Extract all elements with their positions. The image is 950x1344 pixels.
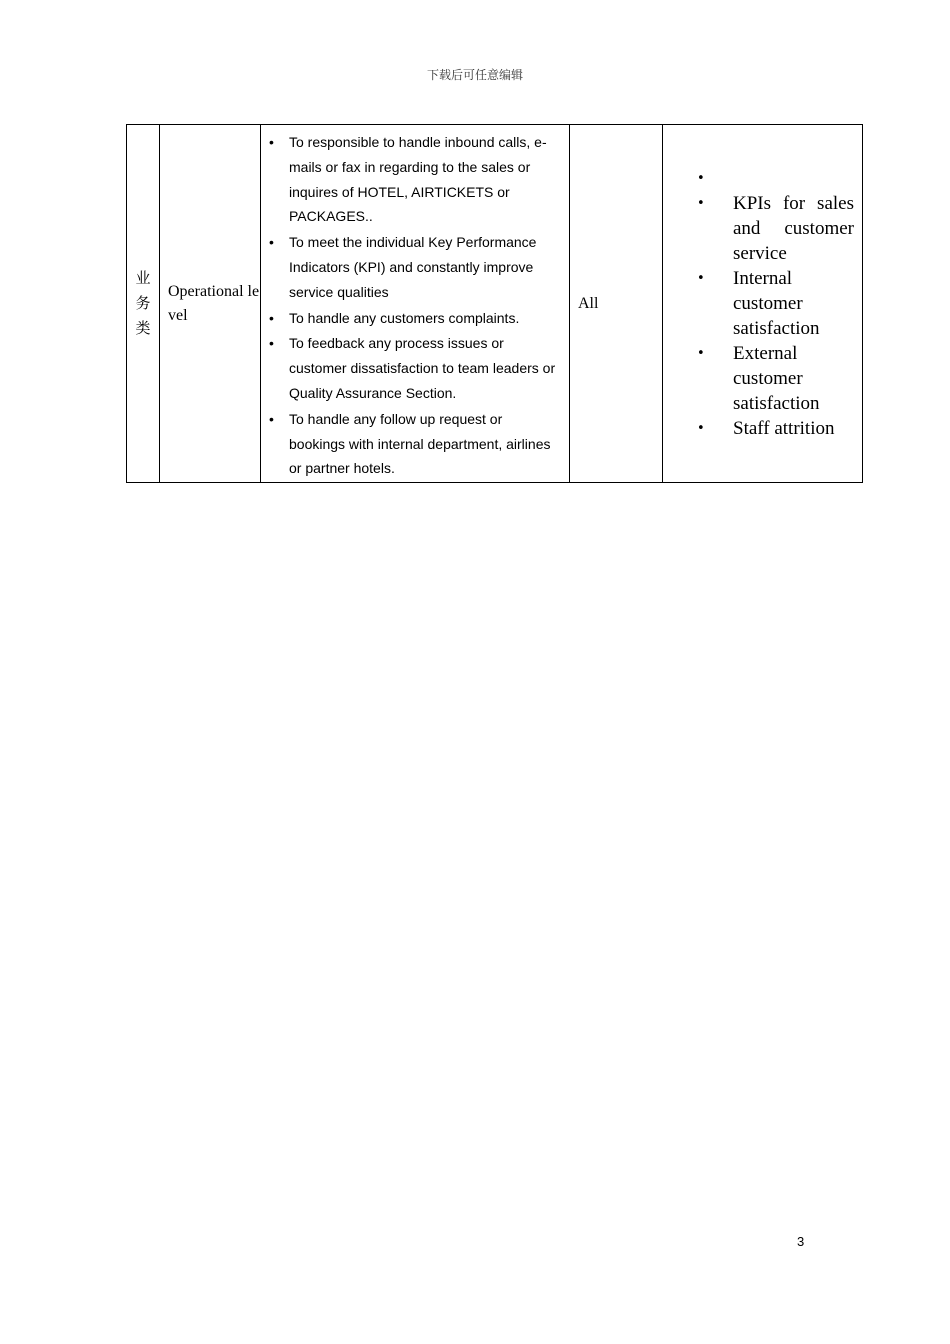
kpi-list: [663, 166, 862, 441]
duty-item: [269, 331, 561, 405]
duty-item: [269, 407, 561, 481]
kpi-item: [697, 191, 854, 266]
bullet-icon: •: [269, 410, 274, 427]
kpi-cell: [663, 125, 863, 483]
duty-text: To handle any customers complaints.: [289, 309, 520, 326]
bullet-icon: •: [697, 346, 705, 362]
kpi-item: [697, 341, 854, 416]
bullet-icon: •: [269, 234, 274, 251]
bullet-icon: •: [697, 171, 705, 187]
kpi-item: [697, 266, 854, 341]
bullet-icon: •: [697, 421, 705, 437]
page-number: 3: [797, 1234, 805, 1249]
bullet-icon: •: [697, 196, 705, 212]
duty-item: [269, 230, 561, 304]
duty-text: To feedback any process issues or customer dissatisfaction to team leaders or Quality Assurance Section.: [289, 335, 556, 401]
category-cell: [127, 125, 160, 483]
duty-text: To responsible to handle inbound calls, e-mails or fax in regarding to the sales or inquires of HOTEL, AIRTICKETS or PACKAGES..: [289, 134, 547, 225]
kpi-item: [697, 166, 854, 191]
duty-item: [269, 130, 561, 229]
bullet-icon: •: [269, 309, 274, 326]
job-description-table: [126, 124, 863, 483]
bullet-icon: •: [269, 134, 274, 150]
page-header: 下载后可任意编辑: [426, 68, 523, 82]
duty-text: To handle any follow up request or bookings with internal department, airlines or partner hotels.: [289, 410, 551, 477]
category-char: 务: [135, 294, 151, 313]
bullet-icon: •: [697, 271, 705, 287]
table-row: [127, 125, 863, 483]
kpi-item: [697, 416, 854, 441]
kpi-text: Internal customer satisfaction: [733, 268, 820, 340]
scope-cell: All: [570, 125, 663, 483]
kpi-text: KPIs for sales and customer service: [733, 193, 854, 265]
duty-text: To meet the individual Key Performance Indicators (KPI) and constantly improve service qualities: [289, 234, 537, 300]
duties-cell: [261, 125, 570, 483]
level-cell: Operational level: [160, 125, 261, 483]
kpi-text: External customer satisfaction: [733, 343, 820, 415]
bullet-icon: •: [269, 335, 274, 352]
category-char: 类: [135, 319, 151, 338]
category-char: 业: [135, 269, 151, 288]
duty-item: [269, 306, 561, 331]
duties-list: [261, 125, 569, 481]
kpi-text: Staff attrition: [733, 418, 835, 440]
